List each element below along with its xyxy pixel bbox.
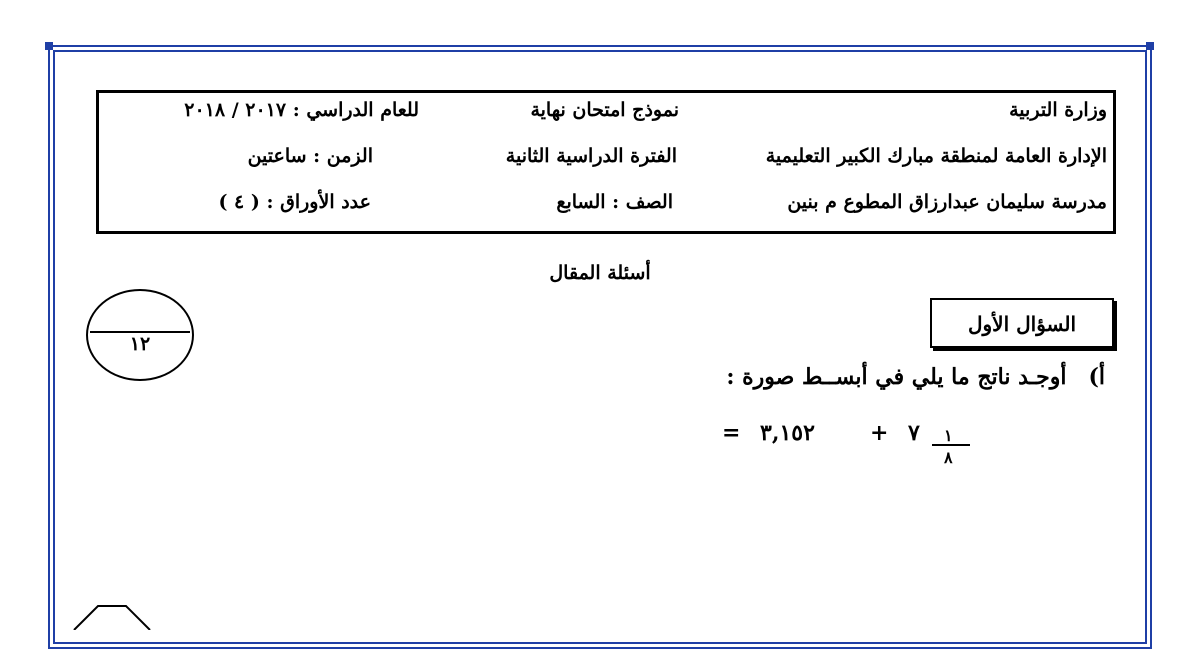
whole-number: ٧ bbox=[908, 420, 920, 446]
fraction-denominator: ٨ bbox=[944, 448, 953, 467]
score-shape bbox=[72, 604, 152, 630]
plus-sign: + bbox=[870, 420, 889, 446]
page-count-label: عدد الأوراق : ( ٤ ) bbox=[218, 191, 371, 213]
term-label: الفترة الدراسية الثانية bbox=[505, 145, 677, 167]
exam-header bbox=[96, 90, 1116, 234]
score-circle bbox=[86, 289, 194, 381]
item-letter: أ) bbox=[1088, 364, 1105, 390]
grade-label: الصف : السابع bbox=[556, 191, 673, 213]
school-label: مدرسة سليمان عبدارزاق المطوع م بنين bbox=[787, 191, 1107, 213]
score-value: ١٢ bbox=[129, 333, 151, 355]
question-title: السؤال الأول bbox=[930, 298, 1114, 348]
equals-sign: = bbox=[722, 420, 741, 446]
border-corner bbox=[1146, 42, 1154, 50]
item-text: أوجـد ناتج ما يلي في أبســط صورة : bbox=[726, 364, 1067, 390]
academic-year-label: للعام الدراسي : ٢٠١٧ / ٢٠١٨ bbox=[184, 99, 419, 121]
border-corner bbox=[45, 42, 53, 50]
question-item bbox=[726, 364, 1105, 390]
decimal-term: ٣,١٥٢ bbox=[760, 420, 815, 446]
section-title: أسئلة المقال bbox=[549, 262, 651, 284]
ministry-label: وزارة التربية bbox=[1009, 99, 1107, 121]
exam-model-label: نموذج امتحان نهاية bbox=[530, 99, 679, 121]
fraction-numerator: ١ bbox=[944, 426, 953, 445]
fraction-bar bbox=[932, 444, 970, 446]
directorate-label: الإدارة العامة لمنطقة مبارك الكبير التعليمية bbox=[765, 145, 1107, 167]
duration-label: الزمن : ساعتين bbox=[247, 145, 373, 167]
